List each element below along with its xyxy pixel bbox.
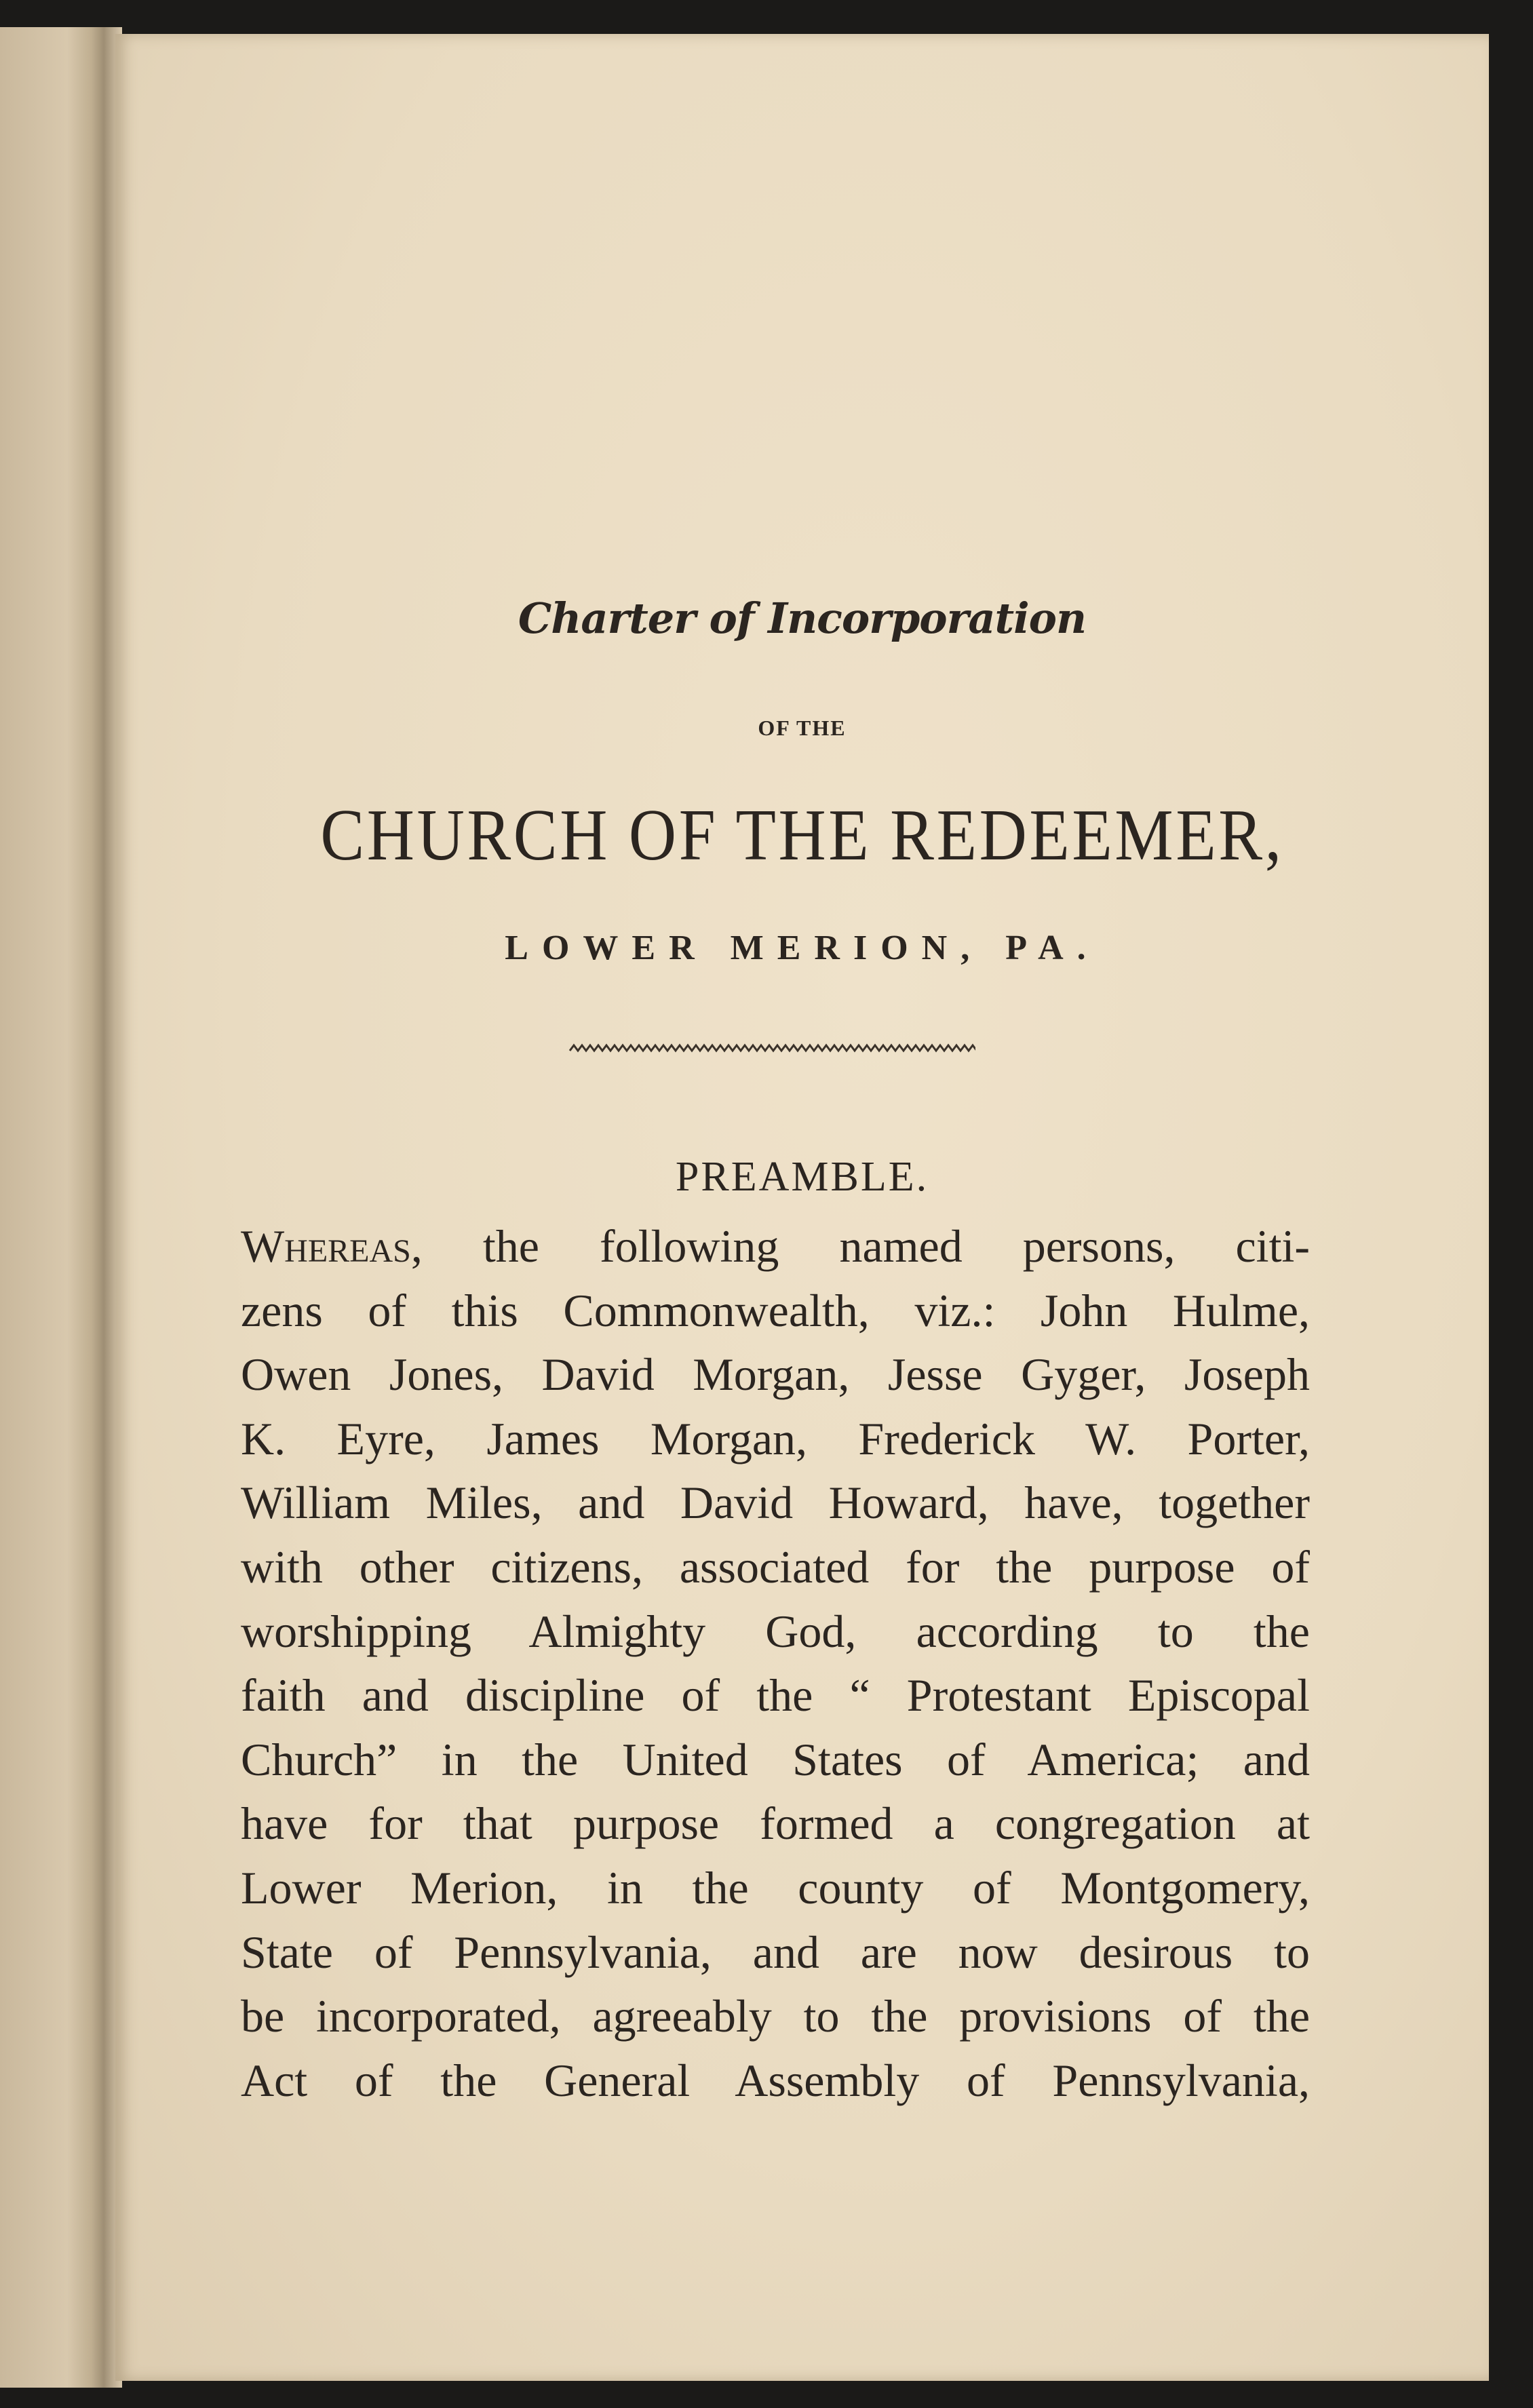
of-the-line: OF THE	[758, 716, 847, 740]
body-line: Owen Jones, David Morgan, Jesse Gyger, Joseph	[241, 1348, 1310, 1401]
body-line: William Miles, and David Howard, have, together	[241, 1477, 1310, 1529]
drop-word: Whereas,	[241, 1220, 423, 1272]
body-line: State of Pennsylvania, and are now desirous to	[241, 1926, 1310, 1978]
body-line: Act of the General Assembly of Pennsylvania,	[241, 2054, 1310, 2106]
body-line: worshipping Almighty God, according to the	[241, 1605, 1310, 1657]
body-line: with other citizens, associated for the purpose of	[241, 1540, 1310, 1593]
body-line: Church” in the United States of America; and	[241, 1733, 1310, 1785]
document-page	[115, 34, 1489, 2381]
body-line	[241, 1214, 1310, 1279]
body-line: faith and discipline of the “ Protestant Episcopal	[241, 1669, 1310, 1722]
preamble-body	[241, 1214, 1310, 2112]
body-line: zens of this Commonwealth, viz.: John Hulme,	[241, 1284, 1310, 1336]
line-text: the following named persons, citi-	[422, 1220, 1310, 1272]
section-heading: PREAMBLE.	[675, 1154, 929, 1200]
body-line: have for that purpose formed a congregation at	[241, 1798, 1310, 1850]
wavy-rule-divider	[568, 1041, 975, 1056]
body-line: Lower Merion, in the county of Montgomery,	[241, 1861, 1310, 1914]
blackletter-title: Charter of Incorporation	[518, 594, 1087, 643]
facing-page-edge	[0, 27, 122, 2388]
body-line: K. Eyre, James Morgan, Frederick W. Porter,	[241, 1412, 1310, 1464]
location-line: LOWER MERION, PA.	[505, 929, 1100, 967]
body-line: be incorporated, agreeably to the provisions of the	[241, 1990, 1310, 2042]
church-name: CHURCH OF THE REDEEMER,	[320, 795, 1284, 876]
